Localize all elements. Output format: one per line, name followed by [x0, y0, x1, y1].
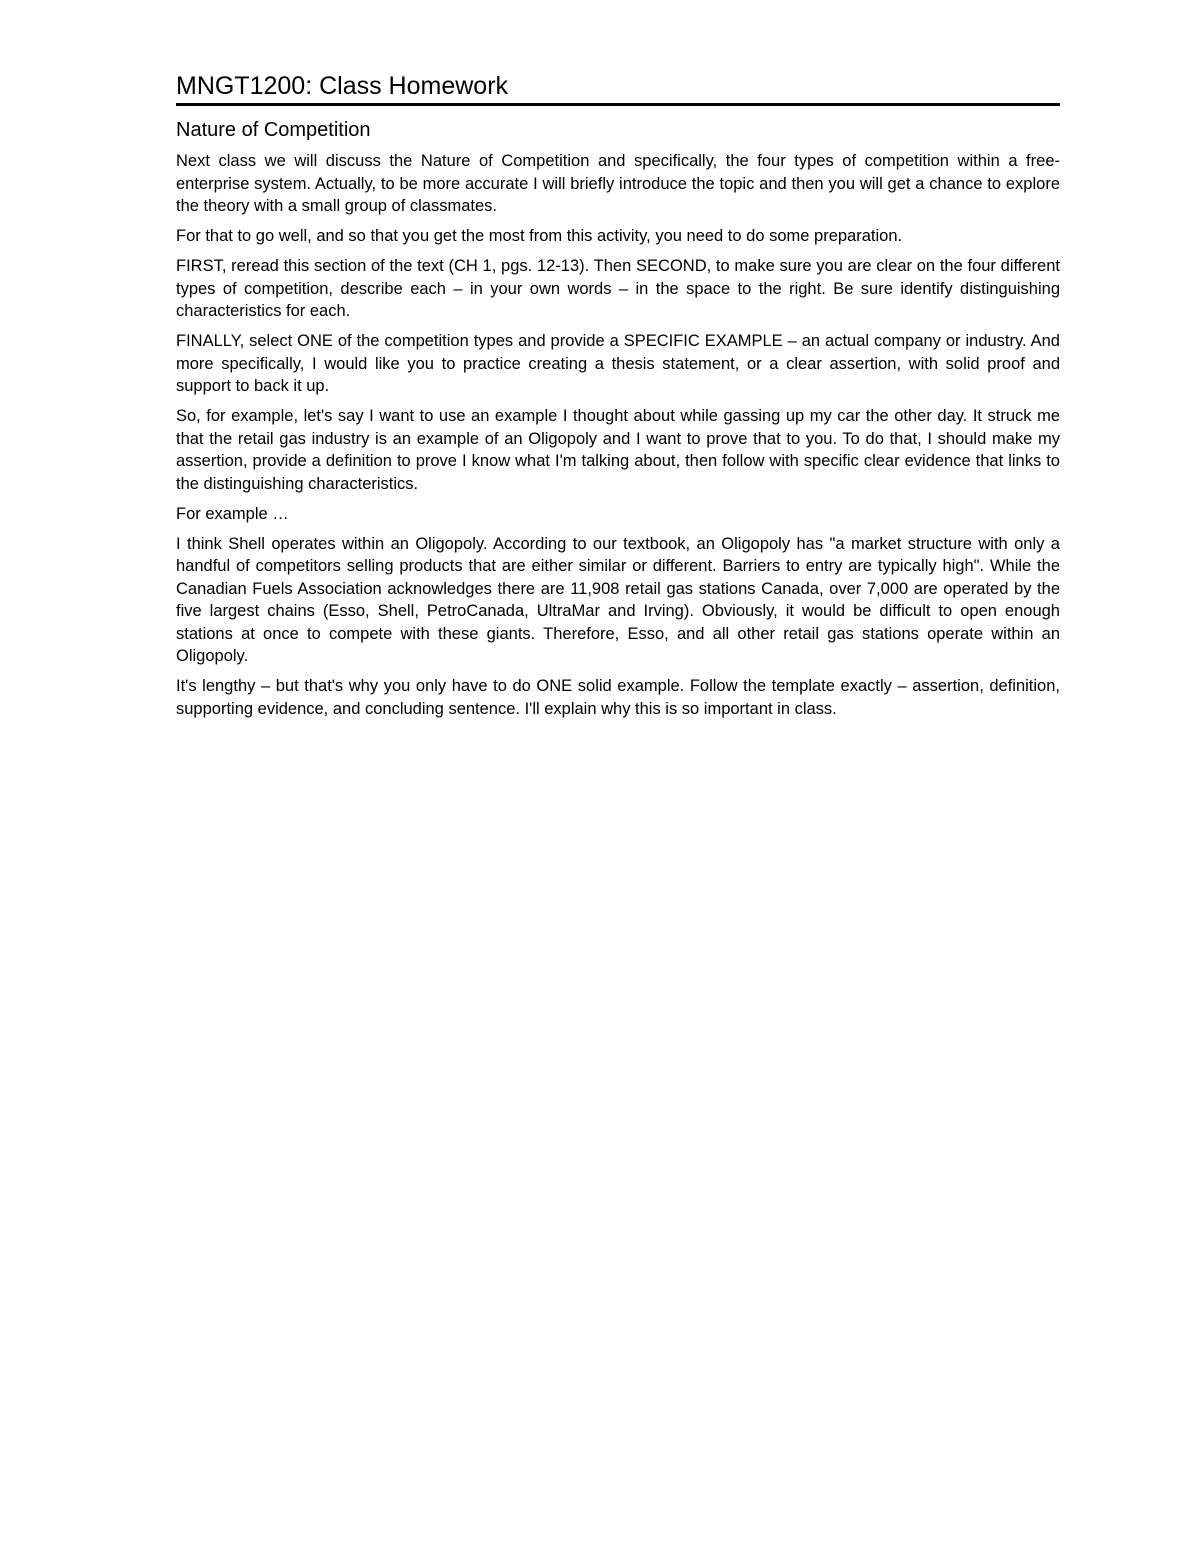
document-page	[176, 70, 1060, 728]
paragraph-shell-example: I think Shell operates within an Oligopoly. According to our textbook, an Oligopoly has "a market structure with only a handful of competitors selling products that are either similar or different. Barriers to entry are typically high". While the Canadian Fuels Association acknowledges there are 11,908 retail gas stations Canada, over 7,000 are operated by the five largest chains (Esso, Shell, PetroCanada, UltraMar and Irving). Obviously, it would be difficult to open enough stations at once to compete with these giants. Therefore, Esso, and all other retail gas stations operate within an Oligopoly.	[176, 534, 1060, 665]
section-heading: Nature of Competition	[176, 119, 371, 141]
paragraph-closing: It's lengthy – but that's why you only have to do ONE solid example. Follow the template exactly – assertion, definition, supporting evidence, and concluding sentence. I'll explain why this is so important in class.	[176, 677, 1060, 718]
paragraph-for-example: For example …	[176, 504, 289, 523]
paragraph-first-second: FIRST, reread this section of the text (CH 1, pgs. 12-13). Then SECOND, to make sure you are clear on the four different types of competition, describe each – in your own words – in the space to the right. Be sure identify distinguishing characteristics for each.	[176, 257, 1060, 320]
document-title: MNGT1200: Class Homework	[176, 70, 1060, 106]
paragraph-example-setup: So, for example, let's say I want to use an example I thought about while gassing up my car the other day. It struck me that the retail gas industry is an example of an Oligopoly and I want to prove that to you. To do that, I should make my assertion, provide a definition to prove I know what I'm talking about, then follow with specific clear evidence that links to the distinguishing characteristics.	[176, 407, 1060, 493]
paragraph-intro: Next class we will discuss the Nature of Competition and specifically, the four types of competition within a free-enterprise system. Actually, to be more accurate I will briefly introduce the topic and then you will get a chance to explore the theory with a small group of classmates.	[176, 152, 1060, 215]
paragraph-finally: FINALLY, select ONE of the competition types and provide a SPECIFIC EXAMPLE – an actual company or industry. And more specifically, I would like you to practice creating a thesis statement, or a clear assertion, with solid proof and support to back it up.	[176, 332, 1060, 395]
paragraph-preparation: For that to go well, and so that you get the most from this activity, you need to do some preparation.	[176, 227, 903, 245]
